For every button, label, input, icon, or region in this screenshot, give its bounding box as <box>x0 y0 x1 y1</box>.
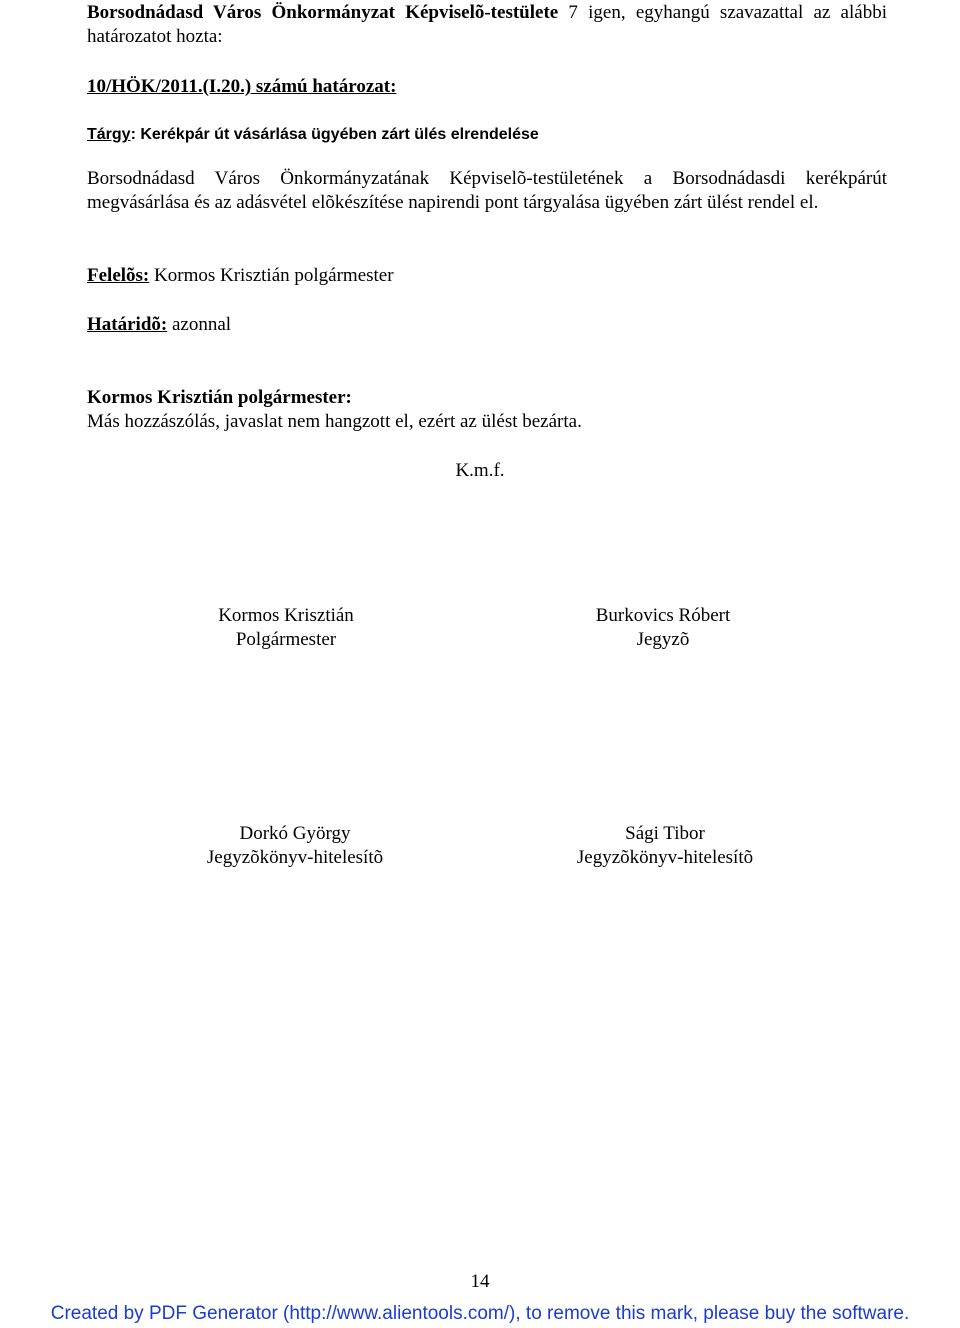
intro-paragraph <box>87 1 887 49</box>
deadline-line <box>87 313 887 337</box>
signature-authenticator-1 <box>145 822 445 870</box>
signature-title: Jegyzõkönyv-hitelesítõ <box>576 847 754 868</box>
responsible-value: Kormos Krisztián polgármester <box>149 265 394 286</box>
signature-notary <box>513 604 813 652</box>
signature-mayor <box>136 604 436 652</box>
responsible-label: Felelõs: <box>87 265 150 286</box>
page-number: 14 <box>470 1271 490 1292</box>
signature-title: Polgármester <box>235 629 337 650</box>
intro-text: 7 igen, egyhangú szavazattal az alábbi határozatot hozta: <box>87 2 887 47</box>
signature-name: Sági Tibor <box>625 823 705 844</box>
signature-authenticator-2 <box>515 822 815 870</box>
responsible-line <box>87 264 887 288</box>
resolution-subject <box>87 123 887 147</box>
closing-text: Más hozzászólás, javaslat nem hangzott el, ezért az ülést bezárta. <box>87 411 582 432</box>
signature-name: Kormos Krisztián <box>218 605 354 626</box>
council-name: Borsodnádasd Város Önkormányzat Képviselõ-testülete <box>87 2 559 23</box>
signature-title: Jegyzõ <box>636 629 690 650</box>
signature-name: Burkovics Róbert <box>595 605 731 626</box>
signature-name: Dorkó György <box>239 823 351 844</box>
kmf-mark: K.m.f. <box>455 460 505 481</box>
signature-title: Jegyzõkönyv-hitelesítõ <box>206 847 384 868</box>
resolution-body: Borsodnádasd Város Önkormányzatának Képviselõ-testületének a Borsodnádasdi kerékpárút megvásárlása és az adásvétel elõkészítése napirendi pont tárgyalása ügyében zárt ülést rendel el. <box>87 168 887 213</box>
subject-label: Tárgy <box>87 126 131 143</box>
resolution-number: 10/HÖK/2011.(I.20.) számú határozat: <box>87 76 397 97</box>
subject-text: : Kerékpár út vásárlása ügyében zárt ülés elrendelése <box>130 126 539 143</box>
closing-speaker: Kormos Krisztián polgármester: <box>87 387 352 408</box>
deadline-label: Határidõ: <box>87 314 168 335</box>
generator-watermark: Created by PDF Generator (http://www.alientools.com/), to remove this mark, please buy the software. <box>50 1303 910 1324</box>
deadline-value: azonnal <box>167 314 232 335</box>
